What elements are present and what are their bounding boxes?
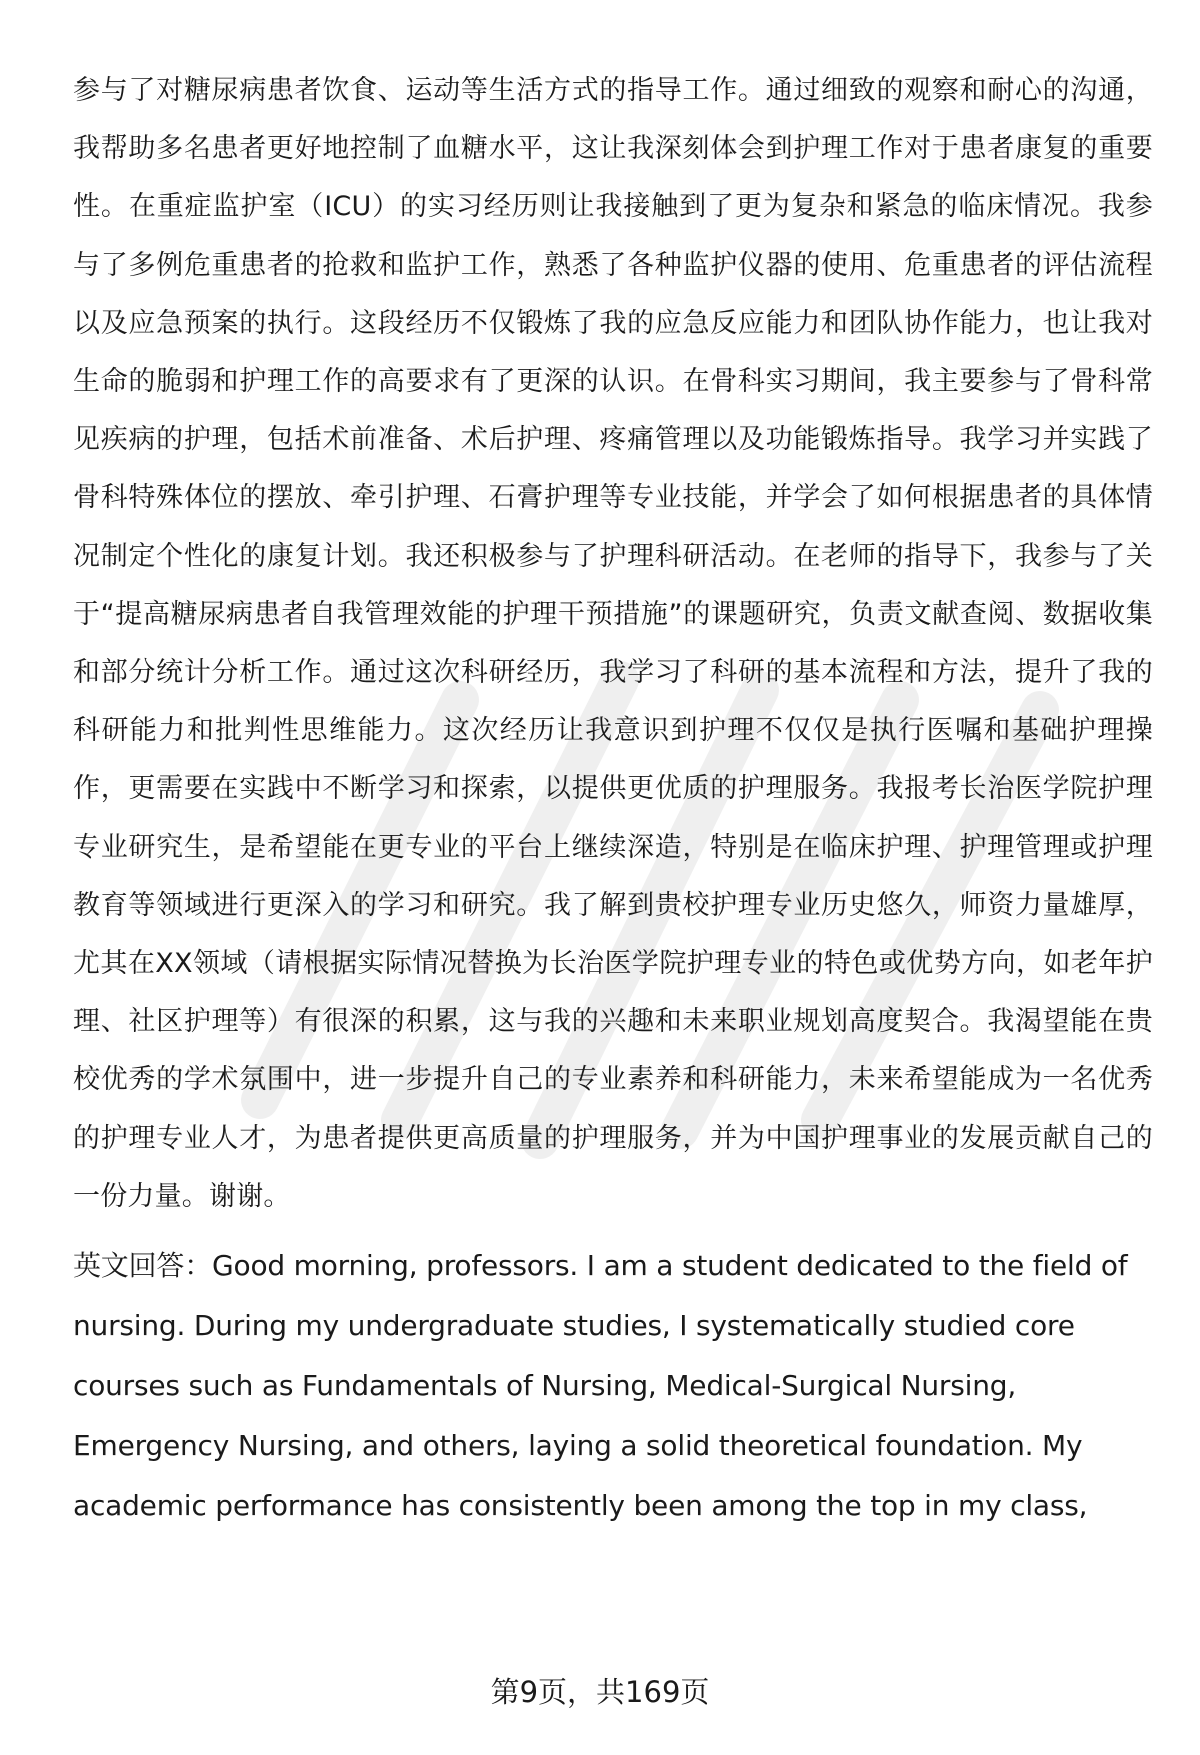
page-number: 第9页，共169页 — [490, 1675, 710, 1709]
document-body — [73, 62, 1153, 1536]
chinese-answer-paragraph: 参与了对糖尿病患者饮食、运动等生活方式的指导工作。通过细致的观察和耐心的沟通，我帮助多名患者更好地控制了血糖水平，这让我深刻体会到护理工作对于患者康复的重要性。在重症监护室（ICU）的实习经历则让我接触到了更为复杂和紧急的临床情况。我参与了多例危重患者的抢救和监护工作，熟悉了各种监护仪器的使用、危重患者的评估流程以及应急预案的执行。这段经历不仅锻炼了我的应急反应能力和团队协作能力，也让我对生命的脆弱和护理工作的高要求有了更深的认识。在骨科实习期间，我主要参与了骨科常见疾病的护理，包括术前准备、术后护理、疼痛管理以及功能锻炼指导。我学习并实践了骨科特殊体位的摆放、牵引护理、石膏护理等专业技能，并学会了如何根据患者的具体情况制定个性化的康复计划。我还积极参与了护理科研活动。在老师的指导下，我参与了关于“提高糖尿病患者自我管理效能的护理干预措施”的课题研究，负责文献查阅、数据收集和部分统计分析工作。通过这次科研经历，我学习了科研的基本流程和方法，提升了我的科研能力和批判性思维能力。这次经历让我意识到护理不仅仅是执行医嘱和基础护理操作，更需要在实践中不断学习和探索，以提供更优质的护理服务。我报考长治医学院护理专业研究生，是希望能在更专业的平台上继续深造，特别是在临床护理、护理管理或护理教育等领域进行更深入的学习和研究。我了解到贵校护理专业历史悠久，师资力量雄厚，尤其在XX领域（请根据实际情况替换为长治医学院护理专业的特色或优势方向，如老年护理、社区护理等）有很深的积累，这与我的兴趣和未来职业规划高度契合。我渴望能在贵校优秀的学术氛围中，进一步提升自己的专业素养和科研能力，未来希望能成为一名优秀的护理专业人才，为患者提供更高质量的护理服务，并为中国护理事业的发展贡献自己的一份力量。谢谢。 — [73, 75, 1153, 1212]
english-answer-paragraph — [73, 1236, 1153, 1536]
english-answer-text: Good morning, professors. I am a student dedicated to the field of nursing. During my undergraduate studies, I systematically studied core courses such as Fundamentals of Nursing, Medical-Surgical Nursing, Emergency Nursing, and others, laying a solid theoretical foundation. My academic performance has consistently been among the top in my class, — [73, 1249, 1128, 1523]
english-answer-label: 英文回答： — [73, 1249, 213, 1283]
